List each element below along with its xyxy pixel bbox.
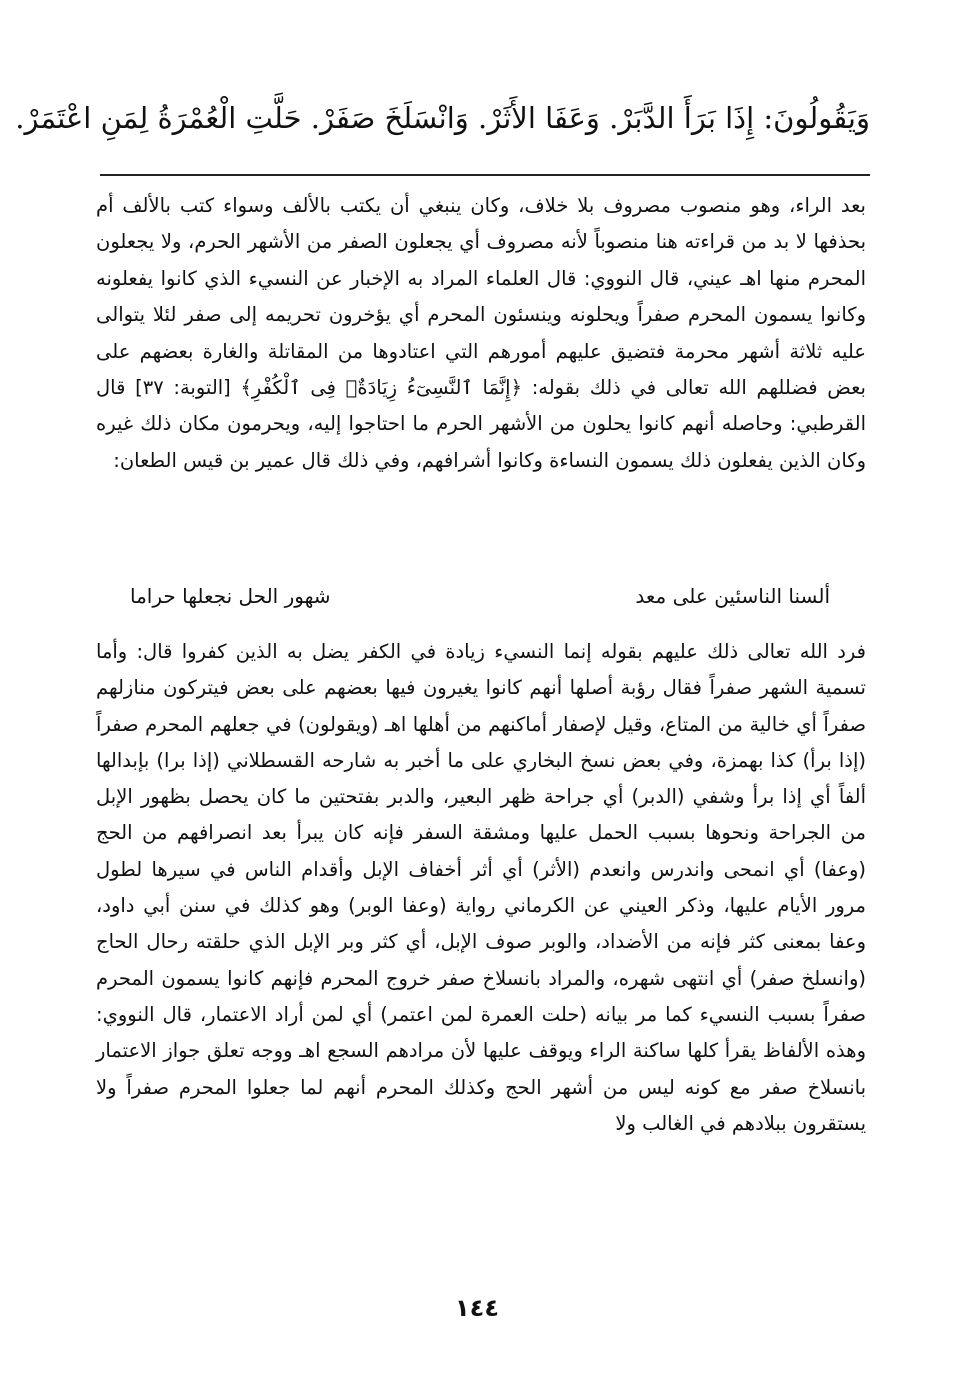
verse-hemistich-first: ألسنا الناسئين على معد [635, 584, 830, 608]
poetry-verse [130, 576, 830, 616]
verse-hemistich-second: شهور الحل نجعلها حراما [130, 584, 331, 608]
page-number: ١٤٤ [455, 1294, 499, 1322]
commentary-block-1 [96, 188, 866, 479]
commentary-paragraph-2: فرد الله تعالى ذلك عليهم بقوله إنما النسيء زيادة في الكفر يضل به الذين كفروا قال: وأما تسمية الشهر صفراً فقال رؤبة أصلها أنهم كانوا يغيرون فيها بعضهم على بعض فيتركون منازلهم صفراً أي خالية من المتاع، وقيل لإصفار أماكنهم من أهلها اهـ (ويقولون) في جعلهم المحرم صفراً (إذا برأ) كذا بهمزة، وفي بعض نسخ البخاري على ما أخبر به شارحه القسطلاني (إذا برا) بإبدالها ألفاً أي إذا برأ وشفي (الدبر) أي جراحة ظهر البعير، والدبر بفتحتين ما كان يحصل بظهور الإبل من الجراحة ونحوها بسبب الحمل عليها ومشقة السفر فإنه كان يبرأ بعد انصرافهم من الحج (وعفا) أي انمحى واندرس وانعدم (الأثر) أي أثر أخفاف الإبل وأقدام الناس في سيرها لطول مرور الأيام عليها، وذكر العيني عن الكرماني رواية (وعفا الوبر) وهو كذلك في سنن أبي داود، وعفا بمعنى كثر فإنه من الأضداد، والوبر صوف الإبل، أي كثر وبر الإبل الذي حلقته رحال الحاج (وانسلخ صفر) أي انتهى شهره، والمراد بانسلاخ صفر خروج المحرم فإنهم كانوا يسمون المحرم صفراً بسبب النسيء كما مر بيانه (حلت العمرة لمن اعتمر) أي لمن أراد الاعتمار، قال النووي: وهذه الألفاظ يقرأ كلها ساكنة الراء ويوقف عليها لأن مرادهم السجع اهـ ووجه تعلق جواز الاعتمار بانسلاخ صفر مع كونه ليس من أشهر الحج وكذلك المحرم أنهم لما جعلوا المحرم صفراً ولا يستقرون ببلادهم في الغالب ولا [96, 640, 866, 1135]
commentary-block-2 [96, 634, 866, 1142]
separator-rule [100, 174, 870, 176]
commentary-paragraph-1: بعد الراء، وهو منصوب مصروف بلا خلاف، وكان ينبغي أن يكتب بالألف وسواء كتب بالألف أم بحذفها لا بد من قراءته هنا منصوباً لأنه مصروف أي يجعلون الصفر من الأشهر الحرم، ولا يجعلون المحرم منها اهـ عيني، قال النووي: قال العلماء المراد به الإخبار عن النسيء الذي كانوا يفعلونه وكانوا يسمون المحرم صفراً ويحلونه وينسئون المحرم أي يؤخرون تحريمه إلى صفر لئلا يتوالى عليه ثلاثة أشهر محرمة فتضيق عليهم أمورهم التي اعتادوها من المقاتلة والغارة بعضهم على بعض فضللهم الله تعالى في ذلك بقوله: ﴿إِنَّمَا ٱلنَّسِىٓءُ زِيَادَةٌۭ فِى ٱلْكُفْرِ﴾ [التوبة: ٣٧] قال القرطبي: وحاصله أنهم كانوا يحلون من الأشهر الحرم ما احتاجوا إليه، ويحرمون مكان ذلك غيره وكان الذين يفعلون ذلك يسمون النساءة وكانوا أشرافهم، وفي ذلك قال عمير بن قيس الطعان: [96, 194, 866, 472]
hadith-text: وَيَقُولُونَ: إِذَا بَرَأَ الدَّبَرْ. وَعَفَا الأَثَرْ. وَانْسَلَخَ صَفَرْ. حَلَّتِ الْعُمْرَةُ لِمَنِ اعْتَمَرْ. [15, 101, 870, 135]
